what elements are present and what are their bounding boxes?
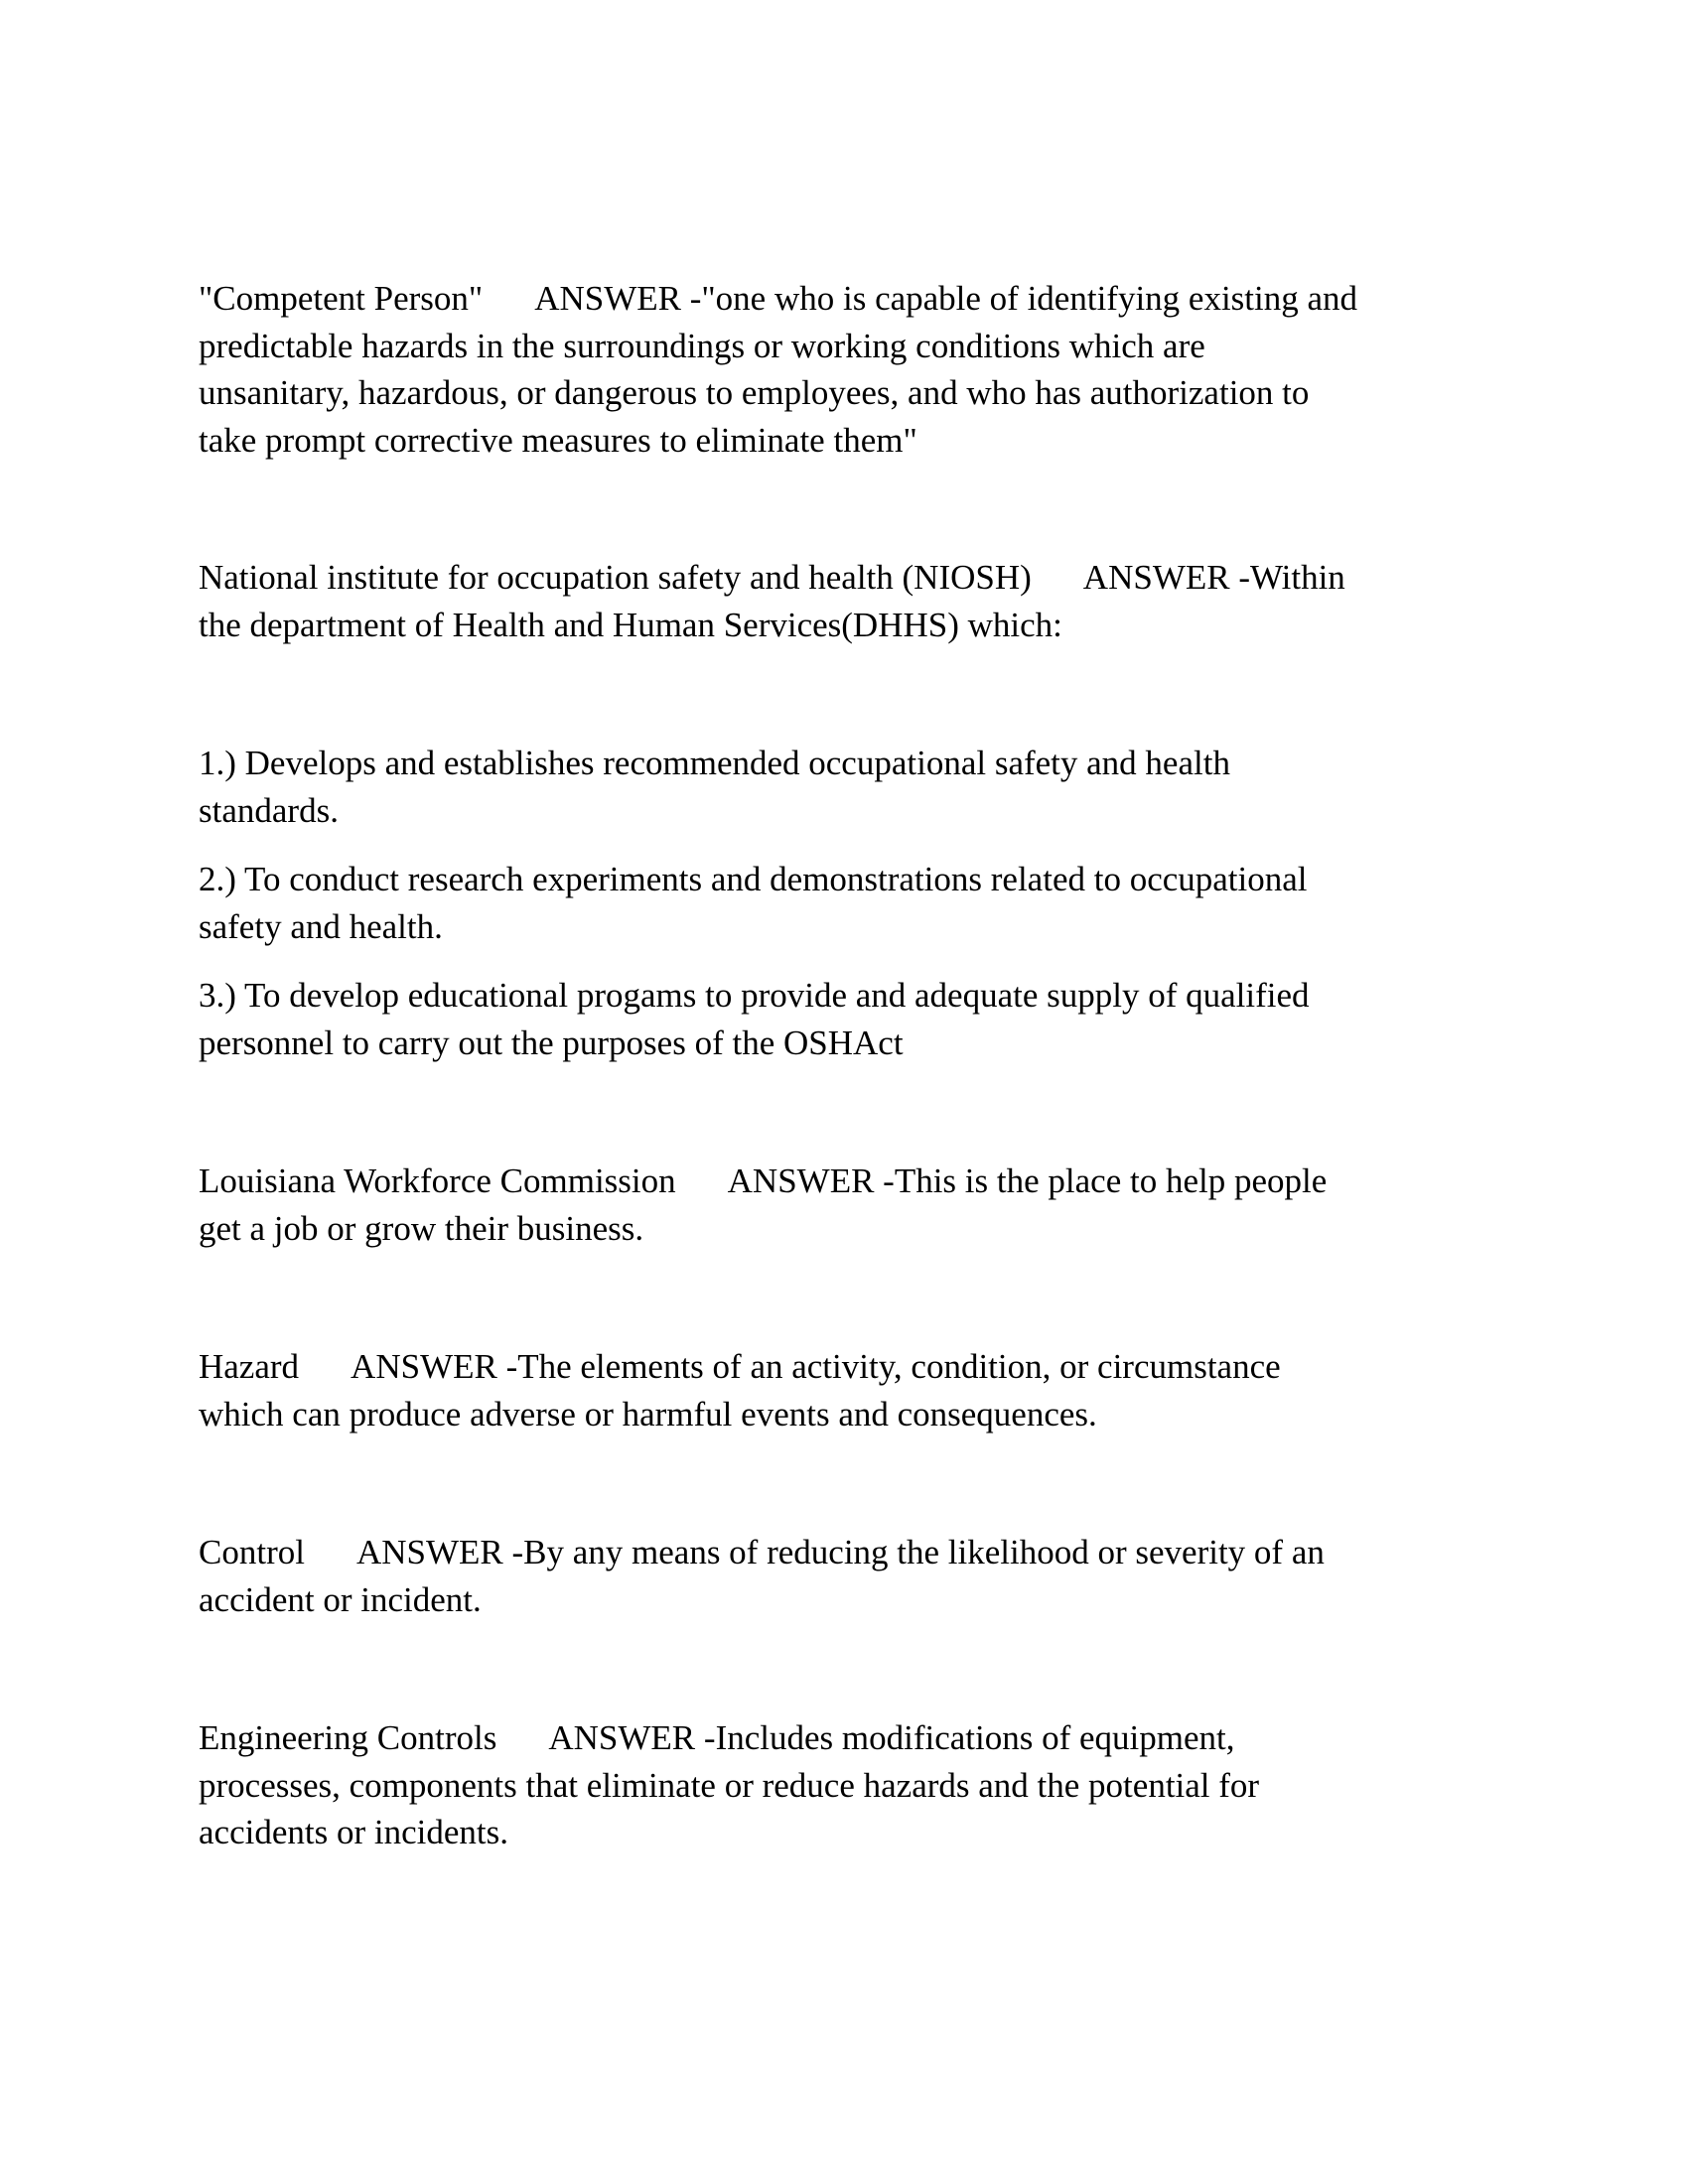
answer-label: ANSWER - [534,279,702,318]
answer-line: accidents or incidents. [199,1813,508,1851]
entry-first-line [199,1714,1489,1762]
entry-first-line [199,1158,1489,1205]
answer-label: ANSWER - [1082,558,1250,597]
answer-line: predictable hazards in the surroundings or working conditions which are [199,326,1205,365]
flashcard-hazard [199,1343,1489,1437]
answer-text: The elements of an activity, condition, or circumstance [517,1347,1281,1386]
answer-text: "one who is capable of identifying existing and [701,279,1358,318]
list-line: standards. [199,790,339,830]
answer-text: By any means of reducing the likelihood or severity of an [523,1533,1325,1571]
list-line: 1.) Develops and establishes recommended occupational safety and health [199,744,1230,782]
answer-line: accident or incident. [199,1579,482,1619]
answer-text: Includes modifications of equipment, [715,1718,1235,1757]
entry-first-line [199,275,1489,323]
answer-label: ANSWER - [351,1347,518,1386]
answer-label: ANSWER - [548,1718,716,1757]
answer-line: processes, components that eliminate or reduce hazards and the potential for [199,1765,1260,1805]
answer-label: ANSWER - [727,1161,895,1200]
answer-text: This is the place to help people [894,1161,1328,1200]
entry-first-line [199,1343,1489,1391]
list-line: 2.) To conduct research experiments and demonstrations related to occupational [199,860,1308,898]
entry-first-line [199,554,1489,602]
flashcard-competent-person [199,275,1489,464]
term: National institute for occupation safety and health (NIOSH) [199,558,1032,597]
term: Control [199,1533,305,1571]
list-line: safety and health. [199,906,443,946]
answer-line: the department of Health and Human Services(DHHS) which: [199,605,1062,644]
term: "Competent Person" [199,279,484,318]
entry-first-line [199,1529,1489,1576]
flashcard-louisiana-workforce-commission [199,1158,1489,1252]
term: Hazard [199,1347,300,1386]
niosh-list-item-2 [199,856,1489,950]
answer-label: ANSWER - [355,1533,524,1571]
flashcard-niosh [199,554,1489,648]
answer-line: take prompt corrective measures to eliminate them" [199,420,917,460]
flashcard-control [199,1529,1489,1623]
answer-line: unsanitary, hazardous, or dangerous to employees, and who has authorization to [199,373,1310,412]
term: Engineering Controls [199,1718,497,1757]
term: Louisiana Workforce Commission [199,1161,676,1200]
answer-text: Within [1249,558,1345,597]
flashcard-engineering-controls [199,1714,1489,1856]
list-line: 3.) To develop educational progams to provide and adequate supply of qualified [199,976,1310,1015]
niosh-list-item-1 [199,740,1489,834]
list-line: personnel to carry out the purposes of the OSHAct [199,1023,904,1062]
answer-line: get a job or grow their business. [199,1208,644,1248]
answer-line: which can produce adverse or harmful events and consequences. [199,1394,1097,1433]
niosh-list-item-3 [199,972,1489,1066]
